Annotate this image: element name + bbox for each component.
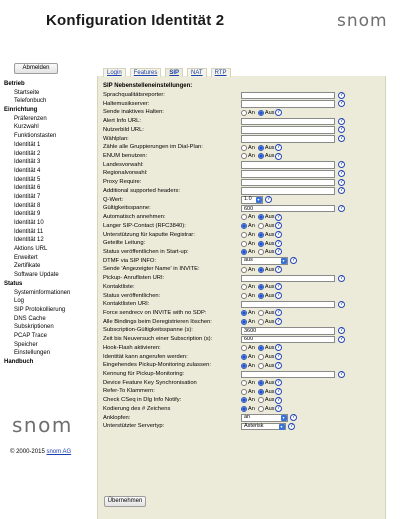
setting-label: Hook-Flash aktivieren: bbox=[103, 344, 161, 351]
copyright-text: © 2000-2015 bbox=[10, 449, 47, 455]
sende-inaktives-halten-radio-off[interactable] bbox=[258, 110, 264, 116]
setting-row-force-sendrecv-on-invite-with-no-sdp bbox=[103, 309, 383, 318]
enum-benutzen-radio-group bbox=[241, 152, 276, 160]
alle-bindings-beim-deregistrieren-loeschen-radio-off[interactable] bbox=[258, 319, 264, 325]
setting-row-dtmf-via-sip-info bbox=[103, 257, 383, 266]
radio-label-on: An bbox=[248, 153, 255, 160]
help-icon[interactable]: ? bbox=[276, 396, 281, 403]
radio-label-off: Aus bbox=[264, 223, 275, 230]
radio-label-on: An bbox=[248, 406, 255, 413]
help-icon[interactable]: ? bbox=[276, 387, 281, 394]
setting-label: Q-Wert: bbox=[103, 196, 124, 203]
geteilte-leitung-radio-group bbox=[241, 240, 276, 248]
radio-label-on: An bbox=[248, 214, 255, 221]
geteilte-leitung-radio-on[interactable] bbox=[241, 241, 247, 247]
langer-sip-contact-rfc3840-radio-on[interactable] bbox=[241, 223, 247, 229]
unterstuetzter-servertyp-select[interactable] bbox=[241, 423, 286, 431]
tab-bar bbox=[103, 68, 231, 77]
setting-label: Automatisch annehmen: bbox=[103, 214, 166, 221]
unterstuetzung-fuer-kaputte-registrar-radio-off[interactable] bbox=[258, 232, 264, 238]
help-icon[interactable]: ? bbox=[339, 169, 344, 176]
pickup-anruflisten-uri-field[interactable] bbox=[241, 275, 335, 283]
kodierung-des-zeichens-radio-group bbox=[241, 405, 276, 413]
setting-label: Kontaktliste: bbox=[103, 283, 135, 290]
setting-label: Kontaktlisten URI: bbox=[103, 301, 150, 308]
sende-angezeigter-name-in-invite-radio-off[interactable] bbox=[258, 267, 264, 273]
setting-row-identitaet-kann-angerufen-werden bbox=[103, 353, 383, 362]
help-icon[interactable]: ? bbox=[266, 196, 271, 203]
radio-label-on: An bbox=[248, 144, 255, 151]
help-icon[interactable]: ? bbox=[276, 379, 281, 386]
setting-row-unterstuetzter-servertyp bbox=[103, 422, 383, 431]
radio-label-off: Aus bbox=[264, 240, 275, 247]
setting-row-kennung-fuer-pickup-monitoring bbox=[103, 370, 383, 379]
setting-row-proxy-require bbox=[103, 178, 383, 187]
help-icon[interactable]: ? bbox=[339, 326, 344, 333]
refer-to-klammern-radio-on[interactable] bbox=[241, 389, 247, 395]
help-icon[interactable]: ? bbox=[339, 204, 344, 211]
setting-label: Anklopfen: bbox=[103, 414, 131, 421]
check-cseq-in-dlg-info-notify-radio-group bbox=[241, 396, 276, 404]
setting-row-anklopfen bbox=[103, 414, 383, 423]
setting-label: Wählplan: bbox=[103, 135, 129, 142]
radio-label-on: An bbox=[248, 397, 255, 404]
radio-label-on: An bbox=[248, 353, 255, 360]
sidebar-item-einstellungen[interactable]: Einstellungen bbox=[14, 350, 51, 357]
setting-row-zaehle-alle-gruppierungen-im-dial-plan bbox=[103, 143, 383, 152]
sidebar-item-praeferenzen[interactable]: Präferenzen bbox=[14, 115, 47, 122]
radio-label-off: Aus bbox=[264, 380, 275, 387]
sende-angezeigter-name-in-invite-radio-on[interactable] bbox=[241, 267, 247, 273]
regionalvorwahl-field[interactable] bbox=[241, 170, 335, 178]
setting-label: Sende inaktives Halten: bbox=[103, 109, 164, 116]
status-veroeffentlichen-radio-on[interactable] bbox=[241, 293, 247, 299]
unterstuetzung-fuer-kaputte-registrar-radio-group bbox=[241, 231, 276, 239]
nav-heading-einrichtung: Einrichtung bbox=[4, 107, 38, 114]
sidebar-item-identitaet-1[interactable]: Identität 1 bbox=[14, 141, 41, 148]
langer-sip-contact-rfc3840-radio-group bbox=[241, 222, 276, 230]
setting-label: Sende 'Angezeigter Name' in INVITE: bbox=[103, 266, 200, 273]
sidebar-item-identitaet-3[interactable]: Identität 3 bbox=[14, 159, 41, 166]
setting-label: Status veröffentlichen in Start-up: bbox=[103, 248, 189, 255]
setting-row-geteilte-leitung bbox=[103, 239, 383, 248]
sidebar-item-identitaet-8[interactable]: Identität 8 bbox=[14, 202, 41, 209]
sidebar-item-identitaet-10[interactable]: Identität 10 bbox=[14, 220, 44, 226]
radio-label-on: An bbox=[248, 380, 255, 387]
tab-rtp[interactable]: RTP bbox=[211, 68, 231, 77]
enum-benutzen-radio-on[interactable] bbox=[241, 153, 247, 159]
setting-row-q-wert bbox=[103, 196, 383, 205]
radio-label-off: Aus bbox=[264, 353, 275, 360]
zaehle-alle-gruppierungen-im-dial-plan-radio-off[interactable] bbox=[258, 145, 264, 151]
setting-row-subscription-gueltigkeitsspanne-s bbox=[103, 326, 383, 335]
setting-row-unterstuetzung-fuer-kaputte-registrar bbox=[103, 231, 383, 240]
force-sendrecv-on-invite-with-no-sdp-radio-group bbox=[241, 309, 276, 317]
setting-label: Gültigkeitsspanne: bbox=[103, 205, 151, 212]
help-icon[interactable]: ? bbox=[339, 161, 344, 168]
help-icon[interactable]: ? bbox=[276, 283, 281, 290]
help-icon[interactable]: ? bbox=[291, 257, 296, 264]
page-title: Konfiguration Identität 2 bbox=[46, 12, 225, 29]
hook-flash-aktivieren-radio-off[interactable] bbox=[258, 345, 264, 351]
help-icon[interactable]: ? bbox=[339, 126, 344, 133]
help-icon[interactable]: ? bbox=[339, 335, 344, 342]
kennung-fuer-pickup-monitoring-field[interactable] bbox=[241, 371, 335, 379]
unterstuetzung-fuer-kaputte-registrar-radio-on[interactable] bbox=[241, 232, 247, 238]
help-icon[interactable]: ? bbox=[276, 152, 281, 159]
sende-angezeigter-name-in-invite-radio-group bbox=[241, 266, 276, 274]
setting-label: Haltemusikserver: bbox=[103, 100, 150, 107]
setting-row-status-veroeffentlichen-in-start-up bbox=[103, 248, 383, 257]
langer-sip-contact-rfc3840-radio-off[interactable] bbox=[258, 223, 264, 229]
sidebar-item-log[interactable]: Log bbox=[14, 298, 25, 305]
zaehle-alle-gruppierungen-im-dial-plan-radio-on[interactable] bbox=[241, 145, 247, 151]
setting-label: Identität kann angerufen werden: bbox=[103, 353, 188, 360]
setting-label: Regionalvorwahl: bbox=[103, 170, 148, 177]
geteilte-leitung-radio-off[interactable] bbox=[258, 241, 264, 247]
copyright bbox=[10, 449, 71, 455]
radio-label-off: Aus bbox=[264, 397, 275, 404]
help-icon[interactable]: ? bbox=[276, 231, 281, 237]
nav-heading-handbuch[interactable]: Handbuch bbox=[4, 359, 34, 365]
logout-button[interactable]: Abmelden bbox=[14, 63, 58, 74]
help-icon[interactable]: ? bbox=[339, 178, 344, 185]
sidebar-item-identitaet-6[interactable]: Identität 6 bbox=[14, 185, 41, 192]
radio-label-off: Aus bbox=[264, 231, 275, 238]
waehlplan-field[interactable] bbox=[241, 135, 335, 143]
snom-ag-link[interactable]: snom AG bbox=[46, 449, 72, 455]
help-icon[interactable]: ? bbox=[339, 91, 344, 98]
check-cseq-in-dlg-info-notify-radio-on[interactable] bbox=[241, 397, 247, 403]
help-icon[interactable]: ? bbox=[276, 292, 281, 299]
help-icon[interactable]: ? bbox=[276, 213, 281, 220]
help-icon[interactable]: ? bbox=[276, 309, 281, 316]
setting-row-haltemusikserver bbox=[103, 100, 383, 109]
sidebar-nav bbox=[4, 80, 92, 367]
setting-row-hook-flash-aktivieren bbox=[103, 344, 383, 353]
setting-row-sende-inaktives-halten bbox=[103, 108, 383, 117]
radio-label-off: Aus bbox=[264, 214, 275, 221]
help-icon[interactable]: ? bbox=[276, 143, 281, 150]
chevron-down-icon: ▾ bbox=[282, 414, 285, 420]
radio-label-on: An bbox=[248, 223, 255, 230]
radio-label-off: Aus bbox=[264, 109, 275, 116]
haltemusikserver-field[interactable] bbox=[241, 100, 335, 108]
status-veroeffentlichen-radio-group bbox=[241, 292, 276, 300]
help-icon[interactable]: ? bbox=[276, 318, 281, 325]
sidebar-snom-logo: snom bbox=[12, 413, 73, 437]
help-icon[interactable]: ? bbox=[339, 300, 344, 307]
status-veroeffentlichen-in-start-up-radio-off[interactable] bbox=[258, 249, 264, 255]
help-icon[interactable]: ? bbox=[339, 117, 344, 124]
anklopfen-select[interactable] bbox=[241, 414, 288, 422]
sidebar-item-dns-cache[interactable]: DNS Cache bbox=[14, 315, 46, 322]
setting-label: Langer SIP-Contact (RFC3840): bbox=[103, 222, 186, 229]
setting-label: Unterstützung für kaputte Registrar: bbox=[103, 231, 195, 238]
kodierung-des-zeichens-radio-off[interactable] bbox=[258, 406, 264, 412]
q-wert-select[interactable] bbox=[241, 196, 263, 204]
eingehendes-pickup-monitoring-zulassen-radio-group bbox=[241, 362, 276, 370]
sidebar-item-identitaet-9[interactable]: Identität 9 bbox=[14, 211, 41, 218]
setting-label: Zeit bis Neuversuch einer Subscription (s): bbox=[103, 336, 213, 343]
sidebar-item-aktions-url[interactable]: Aktions URL bbox=[14, 246, 48, 253]
setting-row-nutzerbild-url bbox=[103, 126, 383, 135]
setting-row-pickup-anruflisten-uri bbox=[103, 274, 383, 283]
nav-heading-betrieb: Betrieb bbox=[4, 81, 25, 87]
alle-bindings-beim-deregistrieren-loeschen-radio-group bbox=[241, 318, 276, 326]
device-feature-key-synchronisation-radio-group bbox=[241, 379, 276, 387]
enum-benutzen-radio-off[interactable] bbox=[258, 153, 264, 159]
section-title: SIP Nebenstelleneinstellungen: bbox=[103, 83, 193, 89]
help-icon[interactable]: ? bbox=[276, 344, 281, 351]
identitaet-kann-angerufen-werden-radio-off[interactable] bbox=[258, 354, 264, 360]
setting-row-refer-to-klammern bbox=[103, 387, 383, 396]
setting-label: Force sendrecv on INVITE with no SDP: bbox=[103, 309, 207, 316]
help-icon[interactable]: ? bbox=[276, 222, 281, 229]
setting-label: Kodierung des # Zeichens bbox=[103, 405, 171, 412]
radio-label-on: An bbox=[248, 249, 255, 256]
kontaktlisten-uri-field[interactable] bbox=[241, 301, 335, 309]
eingehendes-pickup-monitoring-zulassen-radio-off[interactable] bbox=[258, 363, 264, 369]
tab-login[interactable]: Login bbox=[103, 68, 126, 77]
automatisch-annehmen-radio-off[interactable] bbox=[258, 214, 264, 220]
radio-label-off: Aus bbox=[264, 345, 275, 352]
alle-bindings-beim-deregistrieren-loeschen-radio-on[interactable] bbox=[241, 319, 247, 325]
setting-label: Refer-To Klammern: bbox=[103, 388, 155, 395]
setting-row-sprachqualitaetsreporter bbox=[103, 91, 383, 100]
sidebar-item-kurzwahl[interactable]: Kurzwahl bbox=[14, 124, 39, 131]
setting-label: Eingehendes Pickup-Monitoring zulassen: bbox=[103, 362, 211, 369]
help-icon[interactable]: ? bbox=[276, 353, 281, 360]
tab-features[interactable]: Features bbox=[130, 68, 162, 77]
automatisch-annehmen-radio-on[interactable] bbox=[241, 214, 247, 220]
help-icon[interactable]: ? bbox=[339, 135, 344, 142]
setting-label: Nutzerbild URL: bbox=[103, 126, 144, 133]
chevron-down-icon: ▾ bbox=[280, 423, 283, 429]
radio-label-off: Aus bbox=[264, 153, 275, 160]
setting-row-zeit-bis-neuversuch-einer-subscription-s bbox=[103, 335, 383, 344]
snom-logo: snom bbox=[337, 11, 388, 31]
sidebar-item-pcap-trace[interactable]: PCAP Trace bbox=[14, 332, 47, 339]
tab-nat[interactable]: NAT bbox=[187, 68, 207, 77]
setting-row-kontaktliste bbox=[103, 283, 383, 292]
help-icon[interactable]: ? bbox=[289, 422, 294, 429]
zaehle-alle-gruppierungen-im-dial-plan-radio-group bbox=[241, 144, 276, 152]
radio-label-on: An bbox=[248, 266, 255, 273]
radio-label-on: An bbox=[248, 362, 255, 369]
radio-label-off: Aus bbox=[264, 292, 275, 299]
setting-row-status-veroeffentlichen bbox=[103, 292, 383, 301]
sidebar-item-telefonbuch[interactable]: Telefonbuch bbox=[14, 98, 47, 105]
radio-label-on: An bbox=[248, 318, 255, 325]
sidebar-item-identitaet-11[interactable]: Identität 11 bbox=[14, 228, 44, 235]
setting-label: DTMF via SIP INFO: bbox=[103, 257, 157, 264]
help-icon[interactable]: ? bbox=[339, 187, 344, 194]
identitaet-kann-angerufen-werden-radio-on[interactable] bbox=[241, 354, 247, 360]
select-value: Asterisk bbox=[244, 422, 264, 429]
sidebar-item-zertifikate[interactable]: Zertifikate bbox=[14, 263, 41, 270]
status-veroeffentlichen-radio-off[interactable] bbox=[258, 293, 264, 299]
additional-supported-headers-field[interactable] bbox=[241, 187, 335, 195]
setting-row-landesvorwahl bbox=[103, 161, 383, 170]
kontaktliste-radio-off[interactable] bbox=[258, 284, 264, 290]
nutzerbild-url-field[interactable] bbox=[241, 126, 335, 134]
help-icon[interactable]: ? bbox=[276, 108, 281, 115]
hook-flash-aktivieren-radio-group bbox=[241, 344, 276, 352]
sidebar-item-systeminformationen[interactable]: Systeminformationen bbox=[14, 289, 71, 296]
zeit-bis-neuversuch-einer-subscription-s-field[interactable] bbox=[241, 336, 335, 344]
help-icon[interactable]: ? bbox=[339, 370, 344, 377]
radio-label-off: Aus bbox=[264, 249, 275, 256]
sidebar-item-subskriptionen[interactable]: Subskriptionen bbox=[14, 324, 54, 331]
select-value: 1.0 bbox=[244, 196, 252, 203]
setting-row-sende-angezeigter-name-in-invite bbox=[103, 265, 383, 274]
setting-label: Landesvorwahl: bbox=[103, 161, 144, 168]
sidebar-item-identitaet-5[interactable]: Identität 5 bbox=[14, 176, 41, 183]
help-icon[interactable]: ? bbox=[339, 100, 344, 107]
setting-label: Device Feature Key Synchronisation bbox=[103, 379, 197, 386]
setting-label: Subscription-Gültigkeitsspanne (s): bbox=[103, 327, 193, 334]
radio-label-off: Aus bbox=[264, 318, 275, 325]
setting-row-device-feature-key-synchronisation bbox=[103, 379, 383, 388]
force-sendrecv-on-invite-with-no-sdp-radio-off[interactable] bbox=[258, 310, 264, 316]
radio-label-on: An bbox=[248, 284, 255, 291]
setting-row-gueltigkeitsspanne bbox=[103, 204, 383, 213]
kodierung-des-zeichens-radio-on[interactable] bbox=[241, 406, 247, 412]
status-veroeffentlichen-in-start-up-radio-group bbox=[241, 248, 276, 256]
apply-button[interactable]: Übernehmen bbox=[104, 496, 146, 507]
automatisch-annehmen-radio-group bbox=[241, 213, 276, 221]
dtmf-via-sip-info-select[interactable] bbox=[241, 257, 288, 265]
eingehendes-pickup-monitoring-zulassen-radio-on[interactable] bbox=[241, 363, 247, 369]
device-feature-key-synchronisation-radio-off[interactable] bbox=[258, 380, 264, 386]
sidebar-item-identitaet-2[interactable]: Identität 2 bbox=[14, 150, 41, 157]
setting-row-waehlplan bbox=[103, 135, 383, 144]
subscription-gueltigkeitsspanne-s-field[interactable] bbox=[241, 327, 335, 335]
sidebar-item-sip-protokollierung[interactable]: SIP Protokollierung bbox=[14, 306, 66, 313]
radio-label-on: An bbox=[248, 345, 255, 352]
setting-row-automatisch-annehmen bbox=[103, 213, 383, 222]
sende-inaktives-halten-radio-on[interactable] bbox=[241, 110, 247, 116]
help-icon[interactable]: ? bbox=[276, 265, 281, 272]
setting-row-enum-benutzen bbox=[103, 152, 383, 161]
setting-row-regionalvorwahl bbox=[103, 169, 383, 178]
status-veroeffentlichen-in-start-up-radio-on[interactable] bbox=[241, 249, 247, 255]
setting-label: Alert Info URL: bbox=[103, 118, 142, 125]
tab-sip[interactable]: SIP bbox=[165, 68, 183, 77]
help-icon[interactable]: ? bbox=[276, 248, 281, 255]
refer-to-klammern-radio-group bbox=[241, 388, 276, 396]
sidebar-item-startseite[interactable]: Startseite bbox=[14, 89, 40, 96]
sprachqualitaetsreporter-field[interactable] bbox=[241, 92, 335, 100]
setting-label: Alle Bindings beim Deregistrieren löschen: bbox=[103, 318, 212, 325]
radio-label-off: Aus bbox=[264, 144, 275, 151]
setting-label: Additional supported headers: bbox=[103, 187, 181, 194]
refer-to-klammern-radio-off[interactable] bbox=[258, 389, 264, 395]
setting-label: Unterstützter Servertyp: bbox=[103, 423, 165, 430]
help-icon[interactable]: ? bbox=[339, 274, 344, 281]
setting-row-kontaktlisten-uri bbox=[103, 300, 383, 309]
device-feature-key-synchronisation-radio-on[interactable] bbox=[241, 380, 247, 386]
radio-label-on: An bbox=[248, 310, 255, 317]
radio-label-on: An bbox=[248, 388, 255, 395]
check-cseq-in-dlg-info-notify-radio-off[interactable] bbox=[258, 397, 264, 403]
setting-label: ENUM benutzen: bbox=[103, 153, 148, 160]
radio-label-on: An bbox=[248, 231, 255, 238]
radio-label-off: Aus bbox=[264, 266, 275, 273]
help-icon[interactable]: ? bbox=[276, 361, 281, 368]
sidebar-item-funktionstasten[interactable]: Funktionstasten bbox=[14, 133, 57, 140]
sidebar-item-erweitert[interactable]: Erweitert bbox=[14, 254, 38, 261]
help-icon[interactable]: ? bbox=[291, 414, 296, 421]
setting-label: Geteilte Leitung: bbox=[103, 240, 146, 247]
setting-row-additional-supported-headers bbox=[103, 187, 383, 196]
setting-label: Kennung für Pickup-Monitoring: bbox=[103, 371, 185, 377]
chevron-down-icon: ▾ bbox=[257, 196, 260, 202]
sidebar-item-identitaet-4[interactable]: Identität 4 bbox=[14, 167, 41, 174]
help-icon[interactable]: ? bbox=[276, 239, 281, 246]
identitaet-kann-angerufen-werden-radio-group bbox=[241, 353, 276, 361]
setting-row-alert-info-url bbox=[103, 117, 383, 126]
radio-label-off: Aus bbox=[264, 406, 275, 413]
gueltigkeitsspanne-field[interactable] bbox=[241, 205, 335, 213]
kontaktliste-radio-group bbox=[241, 283, 276, 291]
setting-row-kodierung-des-zeichens bbox=[103, 405, 383, 414]
nav-heading-status: Status bbox=[4, 280, 23, 287]
radio-label-off: Aus bbox=[264, 362, 275, 369]
setting-label: Check CSeq in Dlg Info Notify: bbox=[103, 397, 182, 404]
setting-label: Status veröffentlichen: bbox=[103, 292, 161, 299]
setting-label: Pickup- Anruflisten URI: bbox=[103, 275, 165, 282]
radio-label-off: Aus bbox=[264, 284, 275, 291]
proxy-require-field[interactable] bbox=[241, 179, 335, 187]
sidebar-item-software-update[interactable]: Software Update bbox=[14, 272, 59, 279]
radio-label-on: An bbox=[248, 240, 255, 247]
setting-row-check-cseq-in-dlg-info-notify bbox=[103, 396, 383, 405]
settings-form bbox=[103, 91, 383, 431]
sidebar-item-identitaet-12[interactable]: Identität 12 bbox=[14, 237, 44, 244]
hook-flash-aktivieren-radio-on[interactable] bbox=[241, 345, 247, 351]
landesvorwahl-field[interactable] bbox=[241, 161, 335, 169]
radio-label-on: An bbox=[248, 292, 255, 299]
setting-row-langer-sip-contact-rfc3840 bbox=[103, 222, 383, 231]
setting-row-alle-bindings-beim-deregistrieren-loeschen bbox=[103, 318, 383, 327]
setting-label: Proxy Require: bbox=[103, 179, 142, 186]
radio-label-off: Aus bbox=[264, 388, 275, 395]
help-icon[interactable]: ? bbox=[276, 405, 281, 412]
sidebar-item-identitaet-7[interactable]: Identität 7 bbox=[14, 193, 41, 200]
setting-row-eingehendes-pickup-monitoring-zulassen bbox=[103, 361, 383, 370]
sidebar-item-speicher[interactable]: Speicher bbox=[14, 341, 38, 348]
setting-label: Sprachqualitätsreporter: bbox=[103, 92, 165, 98]
radio-label-on: An bbox=[248, 109, 255, 116]
select-value: aus bbox=[244, 257, 253, 264]
select-value: an bbox=[244, 414, 251, 421]
chevron-down-icon: ▾ bbox=[282, 257, 285, 263]
kontaktliste-radio-on[interactable] bbox=[241, 284, 247, 290]
sende-inaktives-halten-radio-group bbox=[241, 109, 276, 117]
alert-info-url-field[interactable] bbox=[241, 118, 335, 126]
radio-label-off: Aus bbox=[264, 310, 275, 317]
setting-label: Zähle alle Gruppierungen im Dial-Plan: bbox=[103, 144, 203, 151]
force-sendrecv-on-invite-with-no-sdp-radio-on[interactable] bbox=[241, 310, 247, 316]
